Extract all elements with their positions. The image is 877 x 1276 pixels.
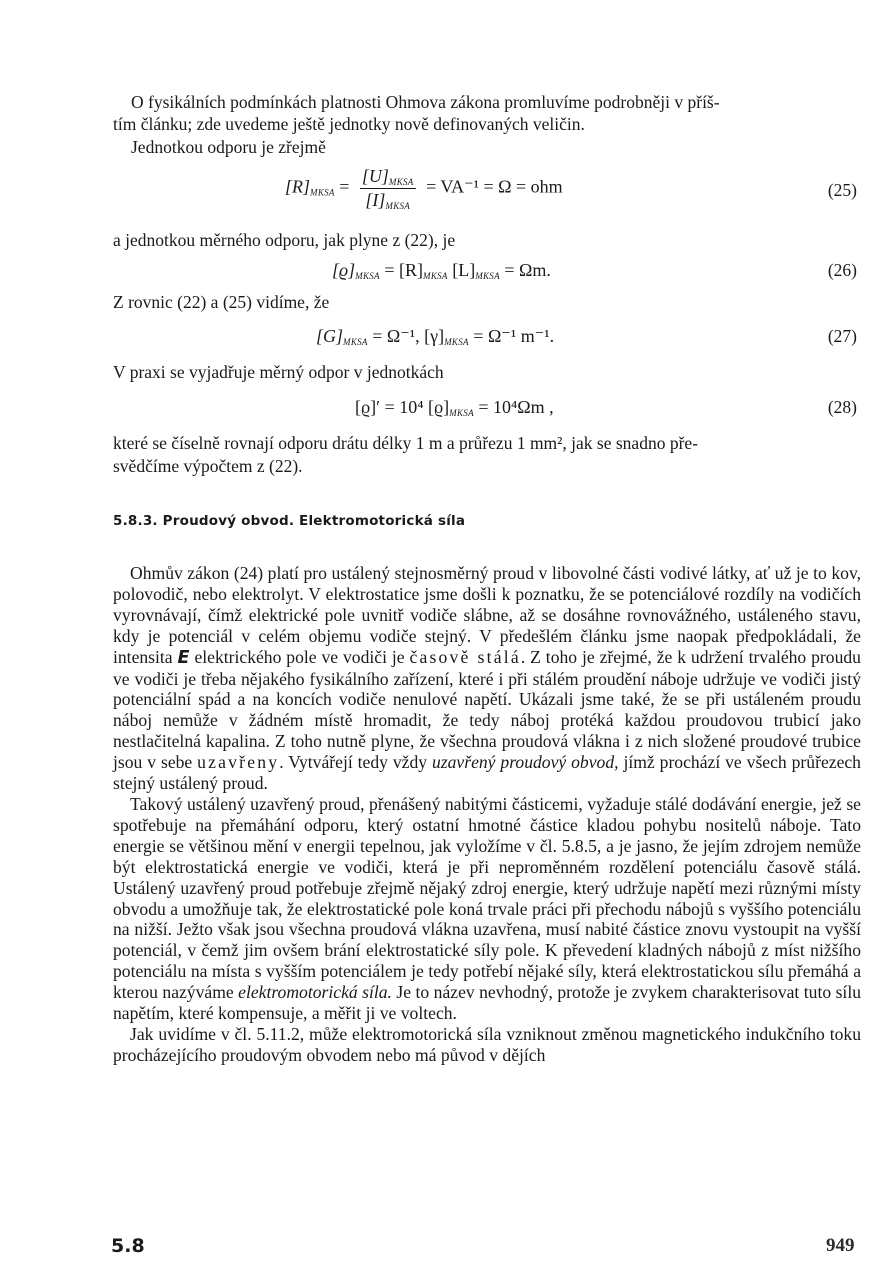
footer-page-number: 949	[826, 1235, 855, 1256]
equation-28: [ϱ]′ = 10⁴ $[ϱ]_{MKSA} = 10^4\Omega m$ ,	[355, 397, 554, 418]
paragraph-3: Jak uvidíme v čl. 5.11.2, může elektromotorická síla vzniknout změnou magnetického indukčního toku procházejícího proudovým obvodem nebo má původ v dějích	[113, 1023, 861, 1065]
paragraph-1: Ohmův zákon (24) platí pro ustálený stejnosměrný proud v libovolné části vodivé látky, ať už je to kov, polovodič, nebo elektrolyt. V elektrostatice jsme došli k poznatku, že se potenciálové rozdíly na vodičích vyrovnávají, čímž elektrické pole uvnitř vodiče slábne, až se dosáhne rovnovážného, ustáleného stavu, kdy je potenciál v celém objemu vodiče stejný. V předešlém článku jsme naopak předpokládali, že intensita E elektrického pole ve vodiči je časově stálá. Z toho je zřejmé, že k udržení trvalého proudu ve vodiči je třeba nějakého fysikálního zařízení, které i při stálém proudění náboje udržuje ve vodiči jistý potenciální spád a na koncích vodiče nenulové napětí. Ukázali jsme také, že se při ustáleném proudu náboj nemůže v žádném místě hromadit, že tedy náboj protéká každou proudovou trubicí jako nestlačitelná kapalina. Z toho nutně plyne, že všechna proudová vlákna i z nich složené proudové trubice jsou v sebe uzavřeny. Vytvářejí tedy vždy uzavřený proudový obvod, jímž prochází ve všech průřezech stejný ustálený proud.	[113, 563, 861, 794]
equation-25	[285, 166, 563, 211]
eq25-lhs-sub: MKSA	[310, 187, 335, 198]
eq28-number: (28)	[827, 397, 857, 417]
eq25-lhs: [R]	[285, 176, 311, 197]
section-heading: 5.8.3. Proudový obvod. Elektromotorická síla	[113, 513, 466, 529]
eq25-equals: =	[339, 176, 350, 197]
eq25-rhs: = VA⁻¹ = Ω = ohm	[426, 176, 563, 197]
eq25-numerator: $[U]_{MKSA}$	[361, 166, 414, 187]
intro-line-2: tím článku; zde uvedeme ještě jednotky nově definovaných veličin.	[113, 114, 585, 134]
after-eq28-line-1: které se číselně rovnají odporu drátu délky 1 m a průřezu 1 mm², jak se snadno pře-	[113, 433, 698, 453]
eq27-number: (27)	[827, 326, 857, 346]
text-after-eq26: Z rovnic (22) a (25) vidíme, že	[113, 292, 330, 312]
paragraph-2: Takový ustálený uzavřený proud, přenášený nabitými částicemi, vyžaduje stálé dodávání energie, jež se spotřebuje na přemáhání odporu, který ostatní hmotné částice kladou pohybu nositelů náboje. Tato energie se většinou mění v energii tepelnou, jak vyložíme v čl. 5.8.5, a je jasno, že jejím zdrojem nemůže být elektrostatická energie ve vodiči, která je při neproměnném rozdělení potenciálu časově stálá. Ustálený uzavřený proud potřebuje zřejmě nějaký zdroj energie, který udržuje napětí mezi různými místy obvodu a umožňuje tak, že elektrostatické pole koná trvale práci při přechodu nábojů s vyššího potenciálu na nižší. Ježto však jsou všechna proudová vlákna uzavřena, musí nabité částice znovu vystoupit na vyšší potenciál, v čemž jim ovšem brání elektrostatické síly pole. K převedení kladných nábojů z míst nižšího potenciálu na místa s vyšším potenciálem je tedy potřebí nějaké síly, která elektrostatickou sílu přemáhá a kterou nazýváme elektromotorická síla. Je to název nevhodný, protože je zvykem charakterisovat tuto sílu napětím, které kompensuje, a měřit ji ve voltech.	[113, 793, 862, 1024]
after-eq28-line-2: svědčíme výpočtem z (22).	[113, 456, 303, 476]
eq26-number: (26)	[827, 260, 857, 280]
eq25-denominator: $[I]_{MKSA}$	[365, 190, 411, 211]
intro-line-1: O fysikálních podmínkách platnosti Ohmova zákona promluvíme podrobněji v příš-	[131, 92, 720, 112]
text-after-eq25: a jednotkou měrného odporu, jak plyne z (22), je	[113, 230, 456, 250]
equation-26: $[ϱ]_{MKSA} = [R]_{MKSA}$ $[L]_{MKSA} = \Omega m$.	[332, 260, 551, 281]
footer-section-number: 5.8	[111, 1235, 145, 1257]
equation-27: $[G]_{MKSA} = \Omega^{-1}$, $[\gamma]_{MKSA} = \Omega^{-1}$ m⁻¹.	[316, 326, 555, 347]
intro-line-3: Jednotkou odporu je zřejmě	[131, 137, 326, 157]
eq25-number: (25)	[827, 180, 857, 200]
text-after-eq27: V praxi se vyjadřuje měrný odpor v jednotkách	[113, 362, 444, 382]
eq25-fraction	[360, 166, 416, 211]
body-text	[113, 563, 861, 1066]
